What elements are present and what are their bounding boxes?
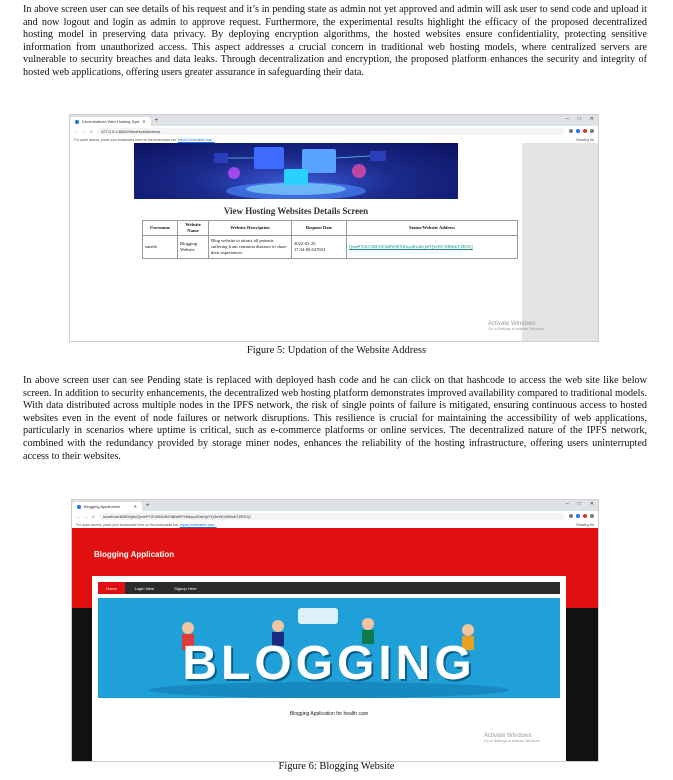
banner-subtitle: Blogging Application for health care (289, 711, 369, 717)
url-field[interactable] (97, 128, 565, 135)
bookmarks-hint: For quick access, place your bookmarks here on the bookmarks bar. (76, 522, 179, 527)
shield-icon[interactable] (583, 129, 587, 133)
figure-6-caption: Figure 6: Blogging Website (278, 761, 395, 772)
browser-tab-bar (70, 115, 598, 126)
hosting-details-table (142, 220, 518, 259)
tab-title: Blogging Application (84, 504, 121, 509)
new-tab-icon[interactable]: + (146, 502, 150, 509)
maximize-icon[interactable]: □ (577, 501, 581, 507)
table-header: Status/Website Address (347, 221, 518, 236)
figure-6-screenshot (71, 499, 599, 762)
window-controls (566, 116, 594, 122)
watermark-subtitle: Go to Settings to activate Windows. (484, 739, 541, 743)
extension-icon[interactable] (576, 129, 580, 133)
figure-5-caption: Figure 5: Updation of the Website Address (246, 345, 427, 356)
back-icon[interactable]: ← (76, 513, 80, 519)
reload-icon[interactable]: C (92, 513, 95, 519)
favicon-icon (75, 120, 79, 124)
cell-username: suresh (143, 236, 178, 259)
back-icon[interactable]: ← (74, 128, 78, 134)
minimize-icon[interactable]: – (565, 116, 569, 122)
forward-icon[interactable]: → (84, 513, 88, 519)
hero-banner (134, 143, 458, 199)
browser-tab[interactable] (70, 117, 151, 126)
close-tab-icon[interactable]: ✕ (142, 119, 146, 124)
import-bookmarks-link[interactable]: Import bookmarks now... (179, 522, 217, 527)
network-illustration-icon (134, 143, 458, 199)
watermark-subtitle: Go to Settings to activate Windows. (488, 327, 545, 331)
import-bookmarks-link[interactable]: Import bookmarks now... (177, 137, 215, 142)
watermark-title: Activate Windows (488, 321, 536, 327)
hash-link[interactable]: QmePY2U5MUtNTaBWtPXb5qcdGdrUjrFQ3eWCMMzbTZRXQ (349, 244, 473, 249)
browser-tab[interactable] (72, 502, 142, 511)
activate-windows-watermark (488, 321, 545, 331)
reload-icon[interactable]: C (90, 128, 93, 134)
shield-icon[interactable] (583, 514, 587, 518)
new-tab-icon[interactable]: + (154, 117, 159, 124)
maximize-icon[interactable]: □ (577, 116, 581, 122)
url-text: localhost:8080/ipfs/QmePY2U5MUtNTaBWtPXb5qcdGdrUjrFQ3eWCMMzbTZRXQ/ (102, 513, 251, 519)
favicon-icon (77, 505, 81, 509)
close-window-icon[interactable]: ✕ (589, 116, 594, 122)
star-icon[interactable] (569, 129, 573, 133)
page-viewport (72, 528, 598, 761)
table-header-row (143, 221, 518, 236)
extension-icons (569, 514, 594, 518)
close-tab-icon[interactable]: ✕ (133, 504, 137, 509)
table-header: Website Description (209, 221, 292, 236)
extension-icons (569, 129, 594, 133)
table-header: Request Date (292, 221, 347, 236)
side-gray-panel (522, 143, 598, 341)
nav-login[interactable]: Login Here (134, 585, 155, 591)
content-card (92, 576, 566, 761)
profile-icon[interactable] (590, 129, 594, 133)
browser-tab-bar (72, 500, 598, 511)
reading-list-button[interactable]: Reading list (576, 522, 594, 527)
cell-description: Blog website to attract all patients suffering from common diseases to share their experiences (209, 236, 292, 259)
star-icon[interactable] (569, 514, 573, 518)
cell-website-name: Blogging Website (178, 236, 209, 259)
url-text: 127.0.0.1:8000/ViewHostAddress (100, 128, 161, 134)
activate-windows-watermark (484, 733, 541, 743)
close-window-icon[interactable]: ✕ (589, 501, 594, 507)
blogging-banner (98, 598, 560, 698)
table-row (143, 236, 518, 259)
minimize-icon[interactable]: – (565, 501, 569, 507)
address-bar (72, 511, 598, 521)
watermark-title: Activate Windows (484, 733, 532, 739)
cell-status-link (347, 236, 518, 259)
bookmarks-hint: For quick access, place your bookmarks here on the bookmarks bar. (74, 137, 177, 142)
table-header: Website Name (178, 221, 209, 236)
forward-icon[interactable]: → (82, 128, 86, 134)
figure-5-screenshot (69, 114, 599, 342)
table-header: Username (143, 221, 178, 236)
banner-word: BLOGGING (182, 637, 476, 690)
window-controls (566, 501, 594, 507)
cell-request-date: 2022-03-25 17:34:00.637653 (292, 236, 347, 259)
page-title: View Hosting Websites Details Screen (223, 206, 369, 216)
extension-icon[interactable] (576, 514, 580, 518)
paragraph-1: In above screen user can see details of his request and it’s in pending state as admin not yet approved and admin will ask user to send code and upload it and now logout and login as admin to approve request. Furthermore, the experimental results highlight the efficacy of the proposed decentralized hosting model in preserving data privacy. By deploying encryption algorithms, the hosted websites ensure confidentiality, protecting sensitive information from unauthorized access. This aspect addresses a crucial concern in traditional web hosting models, where centralized servers are vulnerable to security breaches and data leaks. Through decentralization and encryption, the proposed platform enhances the security and integrity of hosted web applications, offering users greater assurance in safeguarding their data. (23, 4, 647, 78)
reading-list-button[interactable]: Reading list (576, 137, 594, 142)
address-bar (70, 126, 598, 136)
paragraph-2: In above screen user can see Pending state is replaced with deployed hash code and he can click on that hashcode to access the web site like below screen. In addition to security enhancements, the decentralized web hosting platform demonstrates improved availability compared to traditional models. With data distributed across multiple nodes in the IPFS network, the risk of single points of failure is mitigated, ensuring continuous access to hosted websites even in the event of node failures or network disruptions. This resilience is crucial for maintaining the accessibility of web applications, particularly in scenarios where uptime is critical, such as e-commerce platforms or online services. The decentralized nature of the IPFS network, combined with the redundancy provided by storage miner nodes, enhances the reliability of the hosting infrastructure, offering users uninterrupted access to their websites. (23, 375, 647, 462)
nav-home[interactable]: Home (98, 582, 125, 594)
url-field[interactable] (99, 513, 565, 520)
app-title: Blogging Application (94, 550, 175, 559)
profile-icon[interactable] (590, 514, 594, 518)
tab-title: Decentralized Web Hosting Syst (82, 119, 140, 124)
nav-signup[interactable]: Signup Here (174, 585, 197, 591)
nav-bar (98, 582, 560, 594)
